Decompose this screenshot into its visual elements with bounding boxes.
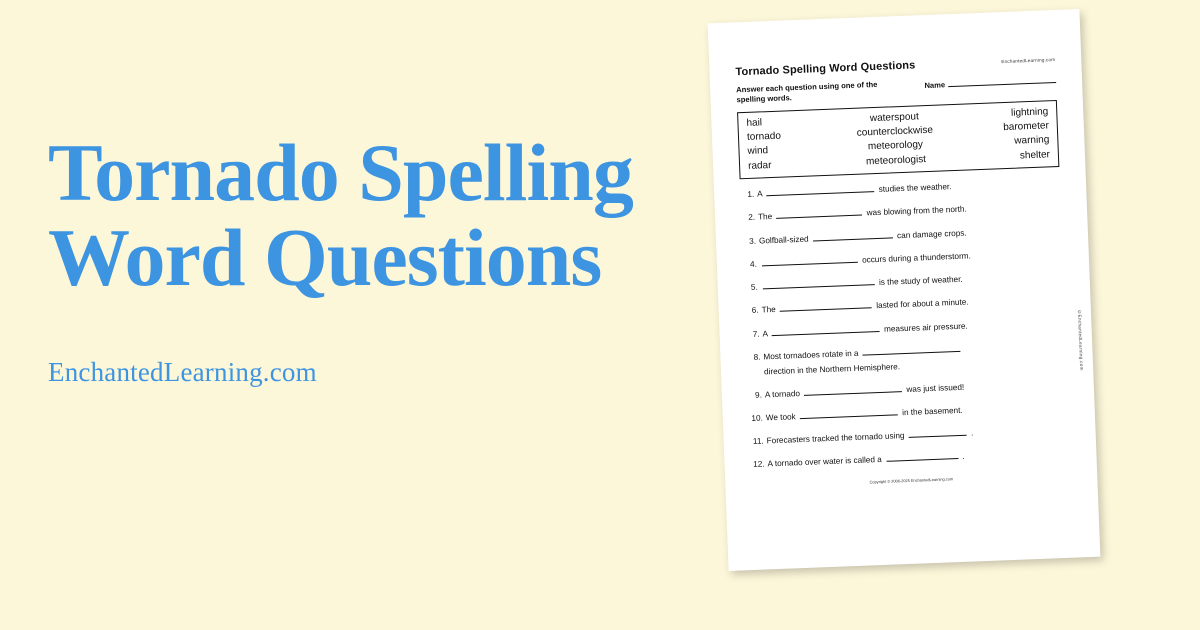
answer-blank[interactable] bbox=[776, 207, 862, 219]
question-number: 10. bbox=[751, 413, 763, 423]
question-text bbox=[767, 446, 1070, 469]
question-suffix: measures air pressure. bbox=[881, 321, 968, 334]
answer-blank[interactable] bbox=[863, 343, 961, 356]
word-bank-word: warning bbox=[1014, 134, 1050, 148]
name-label: Name bbox=[924, 80, 946, 91]
question-suffix: lasted for about a minute. bbox=[873, 297, 969, 311]
question-prefix: The bbox=[761, 305, 779, 315]
question-text bbox=[766, 423, 1069, 446]
word-bank-word: tornado bbox=[746, 130, 782, 144]
name-blank-line bbox=[948, 74, 1056, 87]
answer-blank[interactable] bbox=[763, 276, 875, 289]
word-bank-word: shelter bbox=[1019, 148, 1051, 162]
answer-blank[interactable] bbox=[804, 383, 902, 396]
question-row bbox=[749, 400, 1069, 424]
question-prefix: The bbox=[757, 212, 775, 223]
worksheet-brand: EnchantedLearning.com bbox=[1001, 57, 1056, 65]
word-bank bbox=[737, 99, 1059, 179]
question-prefix: Most tornadoes rotate in a bbox=[763, 348, 861, 362]
question-text bbox=[758, 199, 1061, 222]
question-prefix: Forecasters tracked the tornado using bbox=[766, 430, 907, 446]
question-number: 8. bbox=[753, 352, 761, 362]
question-number: 4. bbox=[749, 259, 758, 269]
worksheet-instructions: Answer each question using one of the spelling words. bbox=[736, 79, 878, 105]
question-text bbox=[757, 176, 1060, 199]
worksheet-title: Tornado Spelling Word Questions bbox=[735, 59, 916, 79]
name-field[interactable] bbox=[924, 73, 1056, 90]
question-suffix: studies the weather. bbox=[876, 182, 952, 195]
question-row bbox=[749, 423, 1069, 447]
question-text bbox=[761, 269, 1064, 292]
question-prefix: We took bbox=[765, 411, 799, 423]
question-number: 9. bbox=[754, 390, 763, 400]
word-bank-word: meteorology bbox=[867, 139, 924, 153]
question-text bbox=[760, 246, 1063, 269]
question-row bbox=[744, 269, 1064, 293]
word-bank-word: meteorologist bbox=[865, 153, 927, 168]
question-text bbox=[759, 223, 1062, 246]
question-prefix: A tornado over water is called a bbox=[767, 455, 885, 469]
word-bank-word: waterspout bbox=[869, 111, 919, 125]
worksheet-preview[interactable] bbox=[718, 16, 1148, 616]
question-prefix: A tornado bbox=[764, 388, 803, 399]
question-number: 12. bbox=[753, 459, 765, 470]
question-row bbox=[741, 199, 1061, 223]
question-number: 11. bbox=[752, 436, 764, 446]
answer-blank[interactable] bbox=[813, 229, 893, 241]
question-text bbox=[761, 292, 1064, 315]
question-number: 7. bbox=[752, 329, 760, 339]
word-bank-table bbox=[746, 105, 1050, 173]
questions-list bbox=[740, 176, 1071, 470]
promo-panel bbox=[48, 127, 688, 388]
answer-blank[interactable] bbox=[909, 427, 967, 438]
word-bank-word: radar bbox=[747, 159, 772, 172]
side-credit: ©EnchantedLearning.com bbox=[1076, 309, 1085, 371]
copyright-notice: Copyright © 2006-2025 EnchantedLearning.com bbox=[869, 476, 954, 485]
question-number: 5. bbox=[750, 282, 758, 293]
word-bank-word: wind bbox=[747, 145, 769, 158]
question-suffix: was just issued! bbox=[903, 382, 965, 394]
page-title: Tornado Spelling Word Questions bbox=[48, 127, 633, 304]
answer-blank[interactable] bbox=[766, 183, 874, 196]
question-row bbox=[743, 246, 1063, 270]
word-bank-word: hail bbox=[746, 117, 763, 130]
site-name: EnchantedLearning.com bbox=[48, 356, 317, 387]
answer-blank[interactable] bbox=[780, 300, 872, 313]
question-suffix: . bbox=[968, 428, 974, 438]
answer-blank[interactable] bbox=[800, 406, 898, 419]
question-prefix: Golfball-sized bbox=[758, 234, 812, 246]
question-row bbox=[744, 292, 1064, 316]
question-row bbox=[745, 315, 1065, 339]
question-number: 1. bbox=[747, 189, 755, 200]
answer-blank[interactable] bbox=[762, 254, 858, 267]
question-prefix: A bbox=[757, 189, 765, 199]
question-suffix: occurs during a thunderstorm. bbox=[859, 251, 971, 265]
worksheet-page bbox=[708, 9, 1101, 571]
question-suffix: was blowing from the north. bbox=[864, 205, 967, 218]
answer-blank[interactable] bbox=[886, 450, 958, 462]
question-prefix: A bbox=[762, 328, 771, 339]
question-row bbox=[742, 223, 1062, 247]
answer-blank[interactable] bbox=[772, 323, 880, 336]
question-text bbox=[765, 376, 1068, 399]
question-text bbox=[766, 400, 1069, 423]
question-number: 3. bbox=[748, 236, 757, 246]
question-row bbox=[740, 176, 1060, 200]
word-bank-word: lightning bbox=[1010, 106, 1049, 119]
question-suffix: is the study of weather. bbox=[876, 274, 963, 288]
question-suffix: in the basement. bbox=[899, 405, 963, 417]
question-suffix: . bbox=[959, 452, 965, 462]
word-bank-word: counterclockwise bbox=[856, 125, 934, 139]
question-number: 6. bbox=[751, 306, 759, 316]
question-continuation: direction in the Northern Hemisphere. bbox=[763, 362, 901, 377]
question-text bbox=[762, 315, 1065, 338]
question-number: 2. bbox=[748, 213, 756, 223]
question-row bbox=[748, 376, 1068, 400]
question-suffix: can damage crops. bbox=[894, 228, 967, 241]
question-row bbox=[750, 446, 1070, 470]
word-bank-word: barometer bbox=[1003, 120, 1050, 134]
